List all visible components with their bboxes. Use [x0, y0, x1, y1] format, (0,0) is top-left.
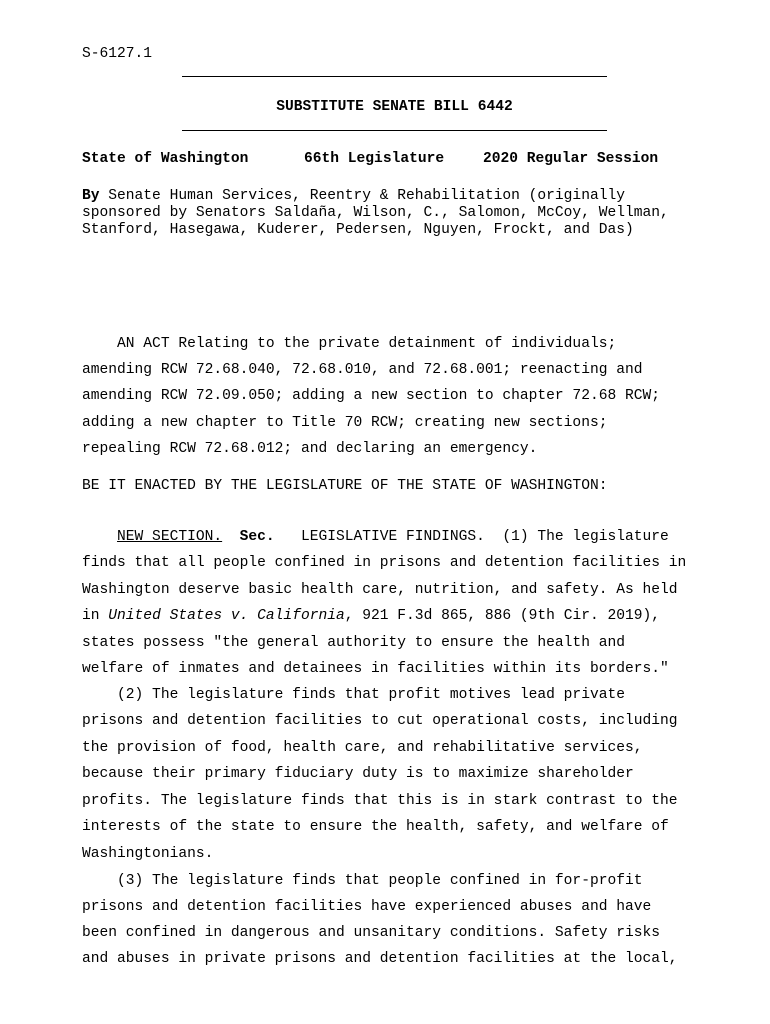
- new-section-label: NEW SECTION.: [117, 529, 223, 545]
- legislature-label: 66th Legislature: [304, 151, 445, 167]
- paragraph-line: (2) The legislature finds that profit motives lead private: [82, 687, 625, 703]
- act-line: AN ACT Relating to the private detainment of individuals;: [82, 336, 617, 352]
- section-heading-line: [82, 528, 669, 546]
- session-label: 2020 Regular Session: [483, 151, 659, 167]
- paragraph-line: prisons and detention facilities have experienced abuses and have: [82, 899, 652, 915]
- sponsors-line-1-text: Senate Human Services, Reentry & Rehabilitation (originally: [99, 188, 625, 204]
- act-line: amending RCW 72.09.050; adding a new section to chapter 72.68 RCW;: [82, 388, 661, 404]
- paragraph-line: profits. The legislature finds that this is in stark contrast to the: [82, 793, 678, 809]
- document-id: S-6127.1: [82, 46, 153, 62]
- case-citation: United States v. California: [108, 608, 345, 624]
- paragraph-line: been confined in dangerous and unsanitary conditions. Safety risks: [82, 925, 661, 941]
- paragraph-line: welfare of inmates and detainees in facilities within its borders.": [82, 661, 669, 677]
- section-heading-rest: LEGISLATIVE FINDINGS. (1) The legislature: [274, 529, 669, 545]
- paragraph-line: the provision of food, health care, and rehabilitative services,: [82, 740, 643, 756]
- paragraph-line: states possess "the general authority to ensure the health and: [82, 635, 625, 651]
- sponsors-line-1: [82, 187, 625, 205]
- act-line: amending RCW 72.68.040, 72.68.010, and 72.68.001; reenacting and: [82, 362, 643, 378]
- bill-title: SUBSTITUTE SENATE BILL 6442: [276, 99, 513, 115]
- bottom-rule: [182, 130, 607, 131]
- enacting-clause: BE IT ENACTED BY THE LEGISLATURE OF THE STATE OF WASHINGTON:: [82, 478, 608, 494]
- top-rule: [182, 76, 607, 77]
- act-line: repealing RCW 72.68.012; and declaring an emergency.: [82, 441, 538, 457]
- paragraph-line: finds that all people confined in prisons and detention facilities in: [82, 555, 687, 571]
- paragraph-line: interests of the state to ensure the health, safety, and welfare of: [82, 819, 669, 835]
- sponsors-line-3: Stanford, Hasegawa, Kuderer, Pedersen, Nguyen, Frockt, and Das): [82, 222, 634, 238]
- paragraph-line: and abuses in private prisons and detention facilities at the local,: [82, 951, 678, 967]
- paragraph-line: because their primary fiduciary duty is to maximize shareholder: [82, 766, 634, 782]
- paragraph-line: (3) The legislature finds that people confined in for-profit: [82, 873, 643, 889]
- state-label: State of Washington: [82, 151, 249, 167]
- sponsors-line-2: sponsored by Senators Saldaña, Wilson, C., Salomon, McCoy, Wellman,: [82, 205, 669, 221]
- sec-label: Sec.: [239, 529, 275, 545]
- paragraph-line: prisons and detention facilities to cut operational costs, including: [82, 713, 678, 729]
- paragraph-line: Washington deserve basic health care, nutrition, and safety. As held: [82, 582, 678, 598]
- act-line: adding a new chapter to Title 70 RCW; creating new sections;: [82, 415, 608, 431]
- by-label: By: [82, 188, 100, 204]
- paragraph-line: Washingtonians.: [82, 846, 214, 862]
- paragraph-line: in United States v. California, 921 F.3d 865, 886 (9th Cir. 2019),: [82, 608, 661, 624]
